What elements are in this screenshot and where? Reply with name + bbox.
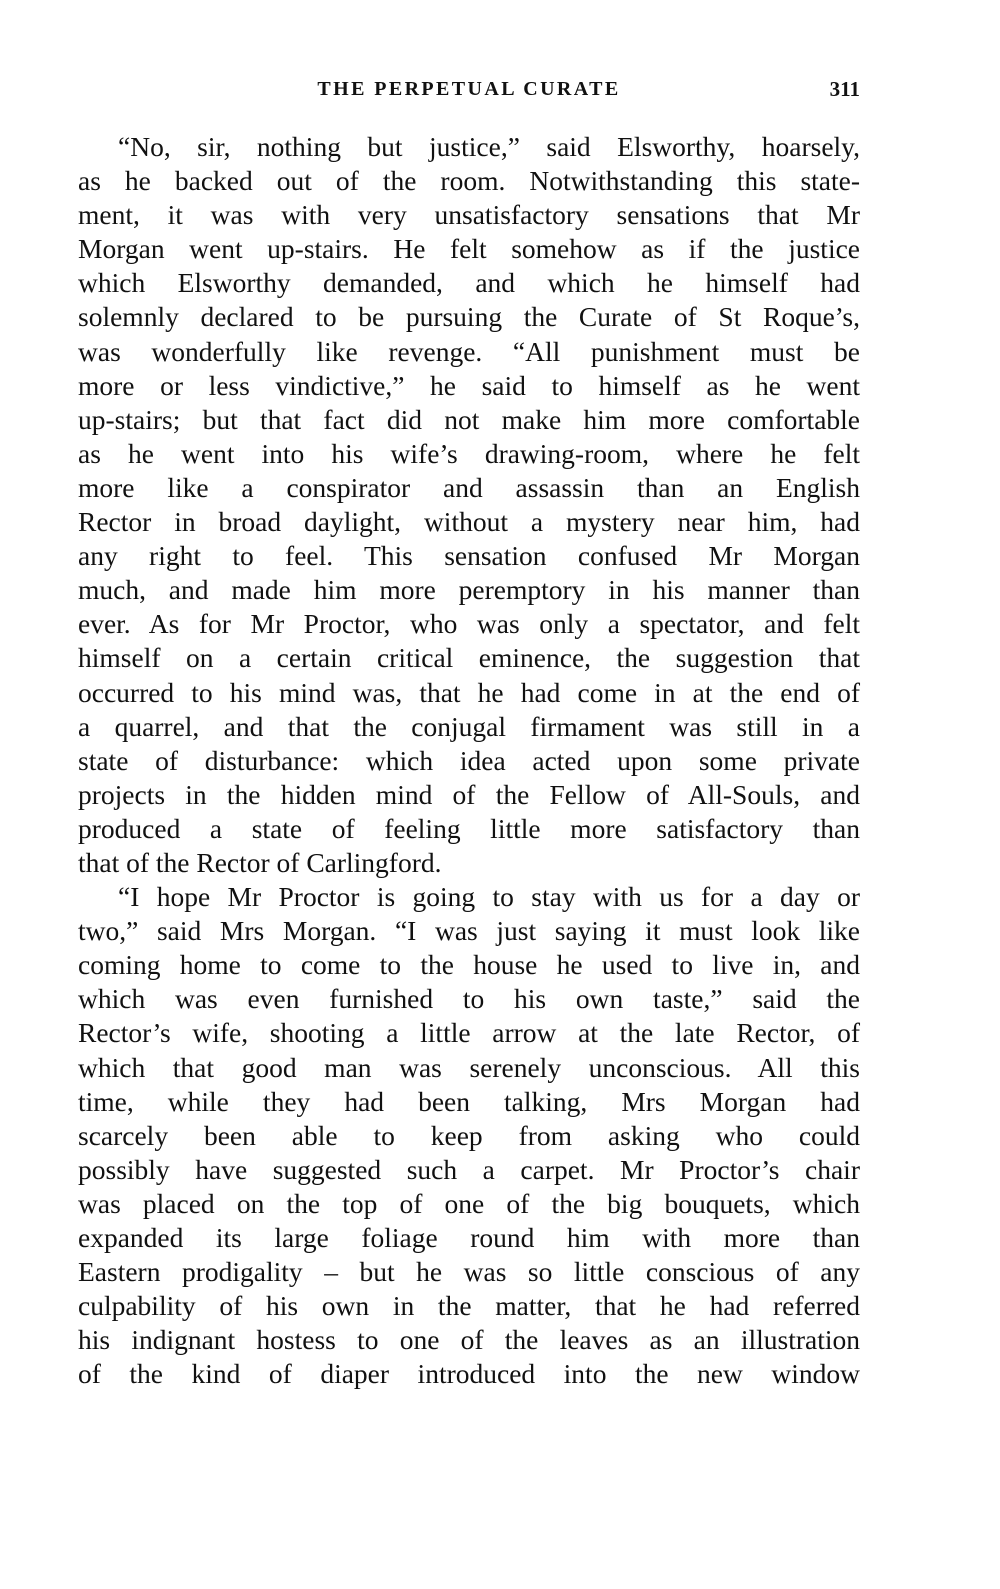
text-line: “No, sir, nothing but justice,” said Elsworthy, hoarsely, (118, 131, 860, 162)
text-line: ever. As for Mr Proctor, who was only a spectator, and felt (78, 608, 860, 640)
text-line: up-stairs; but that fact did not make him more comfortable (78, 403, 860, 435)
page-number: 311 (829, 77, 860, 101)
text-line: much, and made him more peremptory in his manner than (78, 574, 860, 606)
text-line: scarcely been able to keep from asking who could (78, 1119, 860, 1151)
text-line: time, while they had been talking, Mrs Morgan had (78, 1085, 860, 1117)
text-line: Morgan went up-stairs. He felt somehow as if the justice (78, 233, 860, 265)
text-line: state of disturbance: which idea acted upon some private (78, 744, 860, 776)
text-line: any right to feel. This sensation confused Mr Morgan (78, 540, 860, 572)
text-line: Eastern prodigality – but he was so little conscious of any (78, 1256, 860, 1288)
text-line: culpability of his own in the matter, that he had referred (78, 1290, 860, 1322)
text-line: ment, it was with very unsatisfactory sensations that Mr (78, 199, 860, 231)
body-text (78, 130, 860, 1391)
text-line: as he went into his wife’s drawing-room, where he felt (78, 437, 860, 469)
text-line: was placed on the top of one of the big bouquets, which (78, 1187, 860, 1219)
running-title: THE PERPETUAL CURATE (317, 78, 621, 100)
text-line: projects in the hidden mind of the Fellow of All-Souls, and (78, 778, 860, 810)
text-line: occurred to his mind was, that he had come in at the end of (78, 676, 860, 708)
text-line: expanded its large foliage round him with more than (78, 1222, 860, 1253)
text-line: possibly have suggested such a carpet. Mr Proctor’s chair (78, 1153, 860, 1185)
text-line: Rector’s wife, shooting a little arrow at the late Rector, of (78, 1017, 860, 1049)
text-line: two,” said Mrs Morgan. “I was just saying it must look like (78, 915, 860, 947)
text-line: more or less vindictive,” he said to himself as he went (78, 369, 860, 401)
text-line: that of the Rector of Carlingford. (78, 846, 442, 878)
text-line: as he backed out of the room. Notwithstanding this state- (78, 165, 860, 197)
text-line: coming home to come to the house he used to live in, and (78, 949, 860, 981)
text-line: produced a state of feeling little more satisfactory than (78, 812, 860, 844)
text-line: himself on a certain critical eminence, the suggestion that (78, 642, 860, 674)
text-line: more like a conspirator and assassin than an English (78, 471, 860, 503)
text-line: which Elsworthy demanded, and which he himself had (78, 267, 860, 299)
text-line: which was even furnished to his own taste,” said the (78, 983, 860, 1015)
text-line: a quarrel, and that the conjugal firmament was still in a (78, 710, 860, 742)
text-line: which that good man was serenely unconscious. All this (78, 1051, 860, 1083)
text-line: Rector in broad daylight, without a mystery near him, had (78, 506, 860, 538)
text-line: “I hope Mr Proctor is going to stay with us for a day or (118, 881, 860, 913)
running-head (78, 74, 860, 104)
text-line: was wonderfully like revenge. “All punishment must be (78, 335, 860, 367)
text-line: solemnly declared to be pursuing the Curate of St Roque’s, (78, 301, 860, 333)
text-line: his indignant hostess to one of the leaves as an illustration (78, 1324, 860, 1356)
text-line: of the kind of diaper introduced into the new window (78, 1358, 860, 1390)
